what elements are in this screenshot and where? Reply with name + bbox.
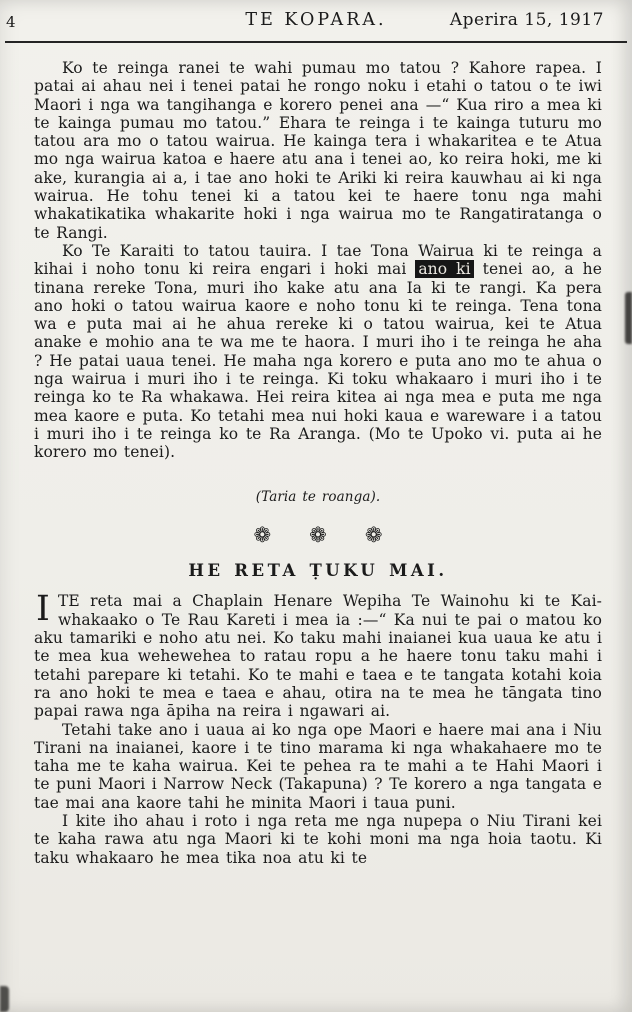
paragraph-reinga-2 bbox=[34, 242, 602, 462]
paragraph-segment: Ko Te Karaiti to tatou tauira. I tae Tona Wairua ki te reinga a kihai i noho tonu ki reira engari i hoki mai bbox=[34, 241, 602, 279]
paragraph-segment: tenei ao, a he tinana rereke Tona, muri iho kake atu ana Ia ki te rangi. Ka pera ano hoki o tatou wairua kaore e noho tonu ki te reinga. Tena tona wa e puta mai ai he ahua rereke ki o tatou wairua, kei te Atua anake e mohio ana te wa me te haora. I muri iho i te reinga he aha ? He patai uaua tenei. He maha nga korero e puta ano mo te ahua o nga wairua i muri iho i te reinga. Ki toku whakaaro i muri iho i te reinga ko te Ra whakawa. Hei reira kitea ai nga mea e puta me nga mea kaore e puta. Ko tetahi mea nui hoki kaua e wareware i a tatou i muri iho i te reinga ko te Ra Aranga. (Mo te Upoko vi. puta ai he korero mo tenei). bbox=[34, 260, 602, 462]
flower-ornament-icon: ❁ bbox=[253, 522, 272, 547]
page-number: 4 bbox=[6, 13, 16, 31]
paragraph-reta-lead bbox=[34, 589, 602, 721]
article-body bbox=[0, 43, 632, 867]
scan-artifact bbox=[625, 292, 632, 344]
inverted-print-artifact: ano ki bbox=[415, 260, 473, 278]
paragraph-segment: TE reta mai a Chaplain Henare Wepiha Te Wainohu ki te Kai-whakaako o Te Rau Kareti i mea ia :—“ Ka nui te pai o matou ko aku tamariki e noho atu nei. Ko taku mahi inaianei kua uaua ke atu i te mea kua wehewehea to ratau ropu a he haere tonu taku mahi i tetahi parepare ki tetahi. Ko te mahi e taea e te tangata kotahi koia ra ano hoki te mea e taea e ahau, otira na te mea he tāngata tino papai rawa nga āpiha na reira i ngawari ai. bbox=[34, 592, 602, 721]
article-heading: HE RETA ṬUKU MAI. bbox=[188, 561, 448, 581]
continuation-note: (Taria te roanga). bbox=[255, 488, 381, 505]
scan-artifact bbox=[0, 986, 9, 1012]
paragraph-reinga-1: Ko te reinga ranei te wahi pumau mo tatou ? Kahore rapea. I patai ai ahau nei i tenei patai he rongo noku i etahi o tatou o te iwi Maori i nga wa tangihanga e korero penei ana —“ Kua riro a mea ki te kainga pumau mo tatou.” Ehara te reinga i te kainga tuturu mo tatou ara mo o tatou wairua. He kainga tera i whakaritea e te Atua mo nga wairua katoa e haere atu ana i tenei ao, ko reira hoki, me ki ake, kurangia ai a, i tae ano hoki te Ariki ki reira kauwhau ai ki nga wairua. He tohu tenei ki a tatou kei te haere tonu nga mahi whakatikatika whakarite hoki i nga wairua mo te Rangatiratanga o te Rangi. bbox=[34, 59, 602, 242]
page-header bbox=[0, 0, 632, 36]
drop-cap: I bbox=[36, 589, 50, 630]
flower-ornament-icon: ❁ bbox=[364, 522, 383, 547]
paragraph-reta-2: Tetahi take ano i uaua ai ko nga ope Maori e haere mai ana i Niu Tirani na inaianei, kaore i te tino marama ki nga whakahaere mo te taha me te kaha wairua. Kei te pehea ra te mahi a te Hahi Maori i te puni Maori i Narrow Neck (Takapuna) ? Te korero a nga tangata e tae mai ana kaore tahi he minita Maori i taua puni. bbox=[34, 720, 602, 812]
ornament-row bbox=[34, 522, 602, 547]
paragraph-reta-3: I kite iho ahau i roto i nga reta me nga nupepa o Niu Tirani kei te kaha rawa atu nga Maori ki te kohi moni ma nga hoia taotu. Ki taku whakaaro he mea tika noa atu ki te bbox=[34, 811, 602, 867]
publication-title: TE KOPARA. bbox=[245, 10, 387, 30]
issue-date: Aperira 15, 1917 bbox=[449, 10, 604, 30]
flower-ornament-icon: ❁ bbox=[309, 522, 327, 547]
